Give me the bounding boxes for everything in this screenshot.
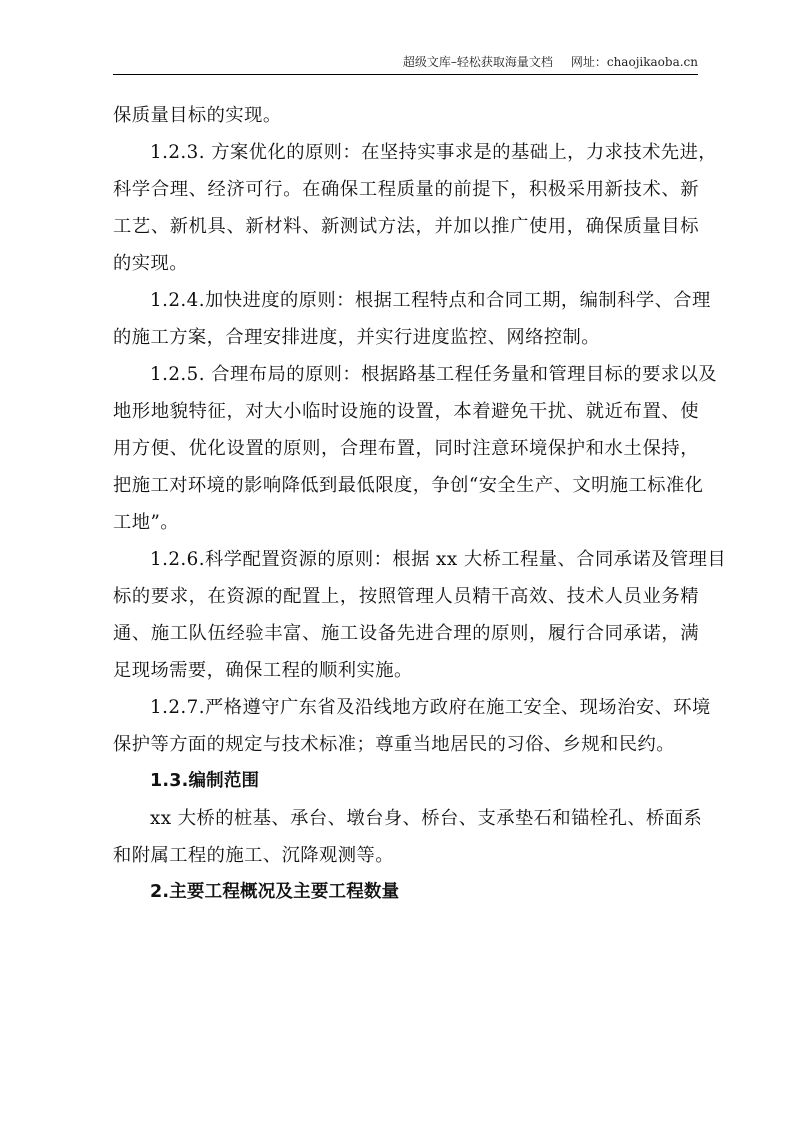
paragraph-line: 保护等方面的规定与技术标准；尊重当地居民的习俗、乡规和民约。 (113, 734, 675, 755)
document-body (113, 97, 727, 911)
paragraph-line: 工艺、新机具、新材料、新测试方法，并加以推广使用，确保质量目标 (113, 216, 699, 237)
paragraph-line: 通、施工队伍经验丰富、施工设备先进合理的原则，履行合同承诺，满 (113, 623, 699, 644)
paragraph-line: 1.2.3. 方案优化的原则：在坚持实事求是的基础上，力求技术先进， (150, 142, 718, 163)
paragraph-line: 保质量目标的实现。 (113, 105, 282, 126)
paragraph-line: 1.2.7.严格遵守广东省及沿线地方政府在施工安全、现场治安、环境 (150, 697, 711, 718)
paragraph-line: 科学合理、经济可行。在确保工程质量的前提下，积极采用新技术、新 (113, 179, 699, 200)
paragraph-line: 地形地貌特征，对大小临时设施的设置，本着避免干扰、就近布置、使 (113, 401, 699, 422)
paragraph-line: 1.2.4.加快进度的原则：根据工程特点和合同工期，编制科学、合理 (150, 290, 711, 311)
paragraph-line: 和附属工程的施工、沉降观测等。 (113, 845, 394, 866)
paragraph-line: 标的要求，在资源的配置上，按照管理人员精干高效、技术人员业务精 (113, 586, 699, 607)
paragraph-line: xx 大桥的桩基、承台、墩台身、桥台、支承垫石和锚栓孔、桥面系 (150, 808, 703, 829)
paragraph-line: 用方便、优化设置的原则，合理布置，同时注意环境保护和水土保持， (113, 438, 699, 459)
section-heading-1-3: 1.3.编制范围 (150, 771, 260, 791)
page-header (113, 55, 698, 75)
section-heading-2: 2.主要工程概况及主要工程数量 (150, 882, 400, 902)
paragraph-line: 把施工对环境的影响降低到最低限度，争创“安全生产、文明施工标准化 (113, 475, 704, 496)
paragraph-line: 足现场需要，确保工程的顺利实施。 (113, 660, 413, 681)
paragraph-line: 的施工方案，合理安排进度，并实行进度监控、网络控制。 (113, 327, 601, 348)
paragraph-line: 工地”。 (113, 512, 179, 533)
header-site-name: 超级文库–轻松获取海量文档 (402, 55, 553, 69)
paragraph-line: 1.2.6.科学配置资源的原则：根据 xx 大桥工程量、合同承诺及管理目 (150, 549, 727, 570)
paragraph-line: 的实现。 (113, 253, 188, 274)
header-url: 网址：chaojikaoba.cn (570, 55, 698, 69)
paragraph-line: 1.2.5. 合理布局的原则：根据路基工程任务量和管理目标的要求以及 (150, 364, 718, 385)
